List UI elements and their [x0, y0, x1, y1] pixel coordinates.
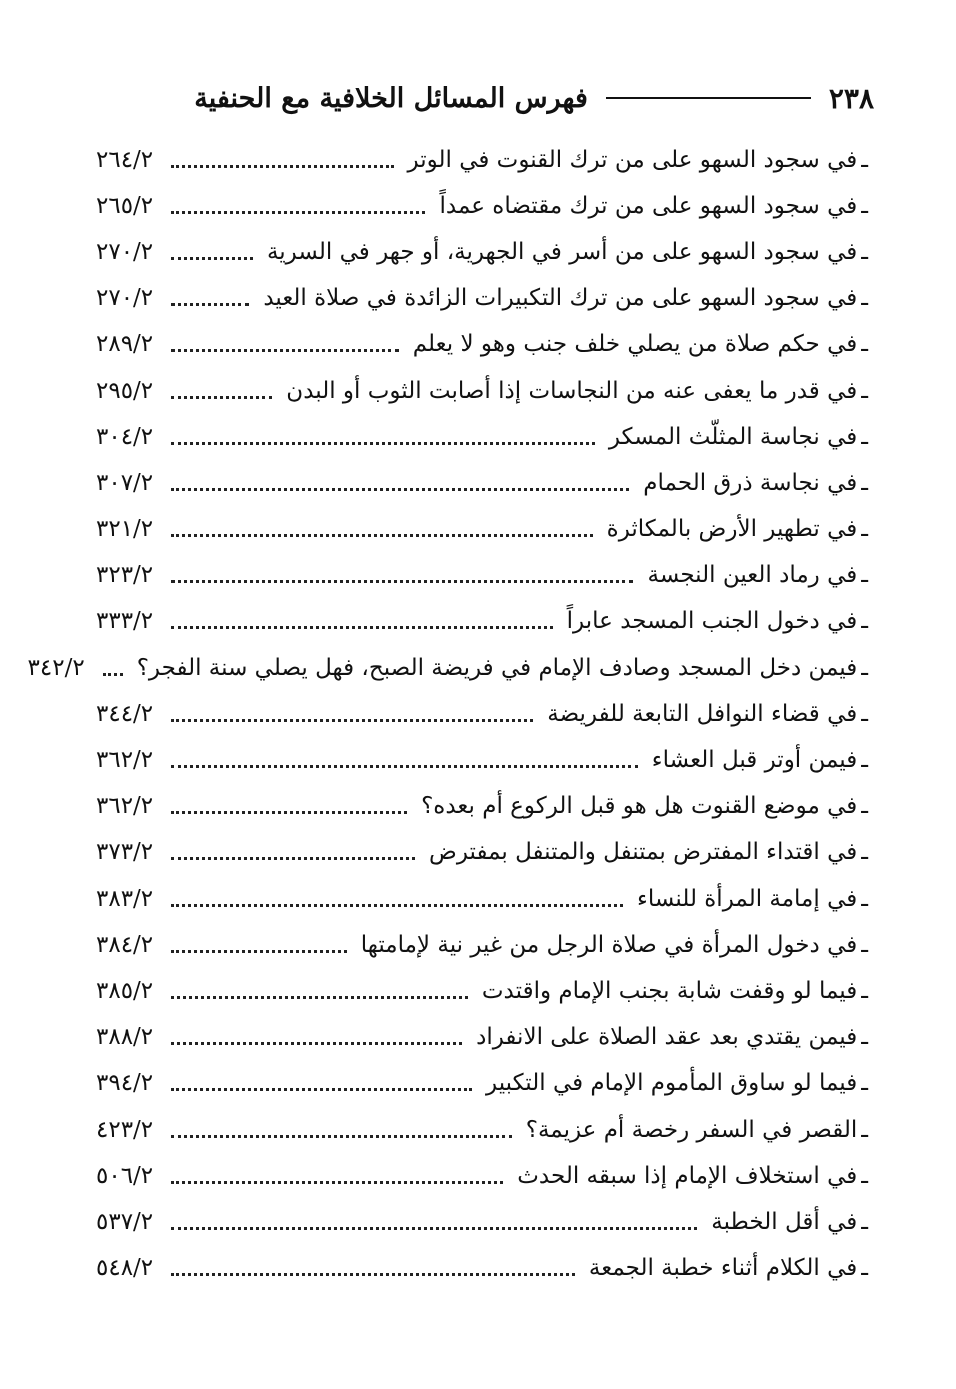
entry-dash: ـ [861, 516, 868, 543]
entry-dash: ـ [861, 331, 868, 358]
dot-leader [171, 1181, 503, 1184]
entry-reference: ٣٩٤/٢ [96, 1070, 154, 1097]
entry-dash: ـ [861, 885, 868, 912]
index-entry [96, 368, 868, 414]
entry-reference: ٣٣٣/٢ [96, 608, 154, 635]
entry-title: فيما لو وقفت شابة بجنب الإمام واقتدت [481, 977, 858, 1004]
entry-dash: ـ [861, 238, 868, 265]
index-entry [96, 922, 868, 968]
index-entry [96, 1061, 868, 1107]
dot-leader [171, 950, 347, 953]
entry-title: في حكم صلاة من يصلي خلف جنب وهو لا يعلم [412, 331, 858, 358]
index-entry [96, 183, 868, 229]
index-entry [96, 414, 868, 460]
entry-dash: ـ [861, 192, 868, 219]
entry-title: في دخول الجنب المسجد عابراً [566, 608, 858, 635]
entry-reference: ٣٨٣/٢ [96, 885, 154, 912]
entry-title: في نجاسة المثلّث المسكر [608, 423, 858, 450]
entry-title: في سجود السهو على من ترك التكبيرات الزائدة في صلاة العيد [263, 285, 858, 312]
entry-dash: ـ [861, 469, 868, 496]
entry-dash: ـ [861, 377, 868, 404]
entry-dash: ـ [861, 285, 868, 312]
entry-reference: ٢٨٩/٢ [96, 331, 154, 358]
index-entry [96, 1246, 868, 1292]
index-entry [96, 1015, 868, 1061]
dot-leader [171, 396, 272, 399]
entry-reference: ٥٣٧/٢ [96, 1208, 154, 1235]
entry-reference: ٣٦٢/٢ [96, 793, 154, 820]
dot-leader [171, 534, 592, 537]
dot-leader [171, 626, 553, 629]
entry-reference: ٢٧٠/٢ [96, 285, 154, 312]
index-entry [96, 830, 868, 876]
entry-dash: ـ [861, 608, 868, 635]
entry-reference: ٥٠٦/٢ [96, 1162, 154, 1189]
entry-reference: ٥٤٨/٢ [96, 1255, 154, 1282]
entry-reference: ٢٧٠/٢ [96, 238, 154, 265]
entry-dash: ـ [861, 423, 868, 450]
dot-leader [171, 1088, 472, 1091]
entry-dash: ـ [861, 931, 868, 958]
index-entry [96, 1153, 868, 1199]
entry-title: في أقل الخطبة [711, 1208, 858, 1235]
entry-dash: ـ [861, 146, 868, 173]
page-number: ٢٣٨ [828, 81, 874, 115]
entry-reference: ٣٨٥/٢ [96, 977, 154, 1004]
index-list [27, 137, 868, 1292]
dot-leader [171, 765, 638, 768]
index-entry [96, 229, 868, 275]
index-entry [96, 276, 868, 322]
entry-dash: ـ [861, 1070, 868, 1097]
index-entry [96, 137, 868, 183]
index-entry [96, 691, 868, 737]
entry-reference: ٢٦٤/٢ [96, 146, 154, 173]
entry-reference: ٢٦٥/٢ [96, 192, 154, 219]
dot-leader [171, 1273, 575, 1276]
entry-title: في سجود السهو على من ترك القنوت في الوتر [407, 146, 858, 173]
entry-dash: ـ [861, 1162, 868, 1189]
entry-title: في سجود السهو على من أسر في الجهرية، أو جهر في السرية [266, 238, 858, 265]
index-entry [96, 737, 868, 783]
entry-title: في رماد العين النجسة [647, 562, 858, 589]
dot-leader [171, 349, 399, 352]
entry-title: في اقتداء المفترض بمتنفل والمتنفل بمفترض [429, 839, 858, 866]
entry-dash: ـ [861, 793, 868, 820]
entry-reference: ٢٩٥/٢ [96, 377, 154, 404]
index-entry [96, 1199, 868, 1245]
entry-title: في دخول المرأة في صلاة الرجل من غير نية لإمامتها [360, 931, 858, 958]
dot-leader [171, 719, 533, 722]
entry-title: في إمامة المرأة للنساء [637, 885, 858, 912]
entry-title: في نجاسة ذرق الحمام [643, 469, 858, 496]
entry-title: في الكلام أثناء خطبة الجمعة [588, 1255, 858, 1282]
header-rule [606, 97, 811, 99]
index-entry [27, 645, 868, 691]
entry-title: في موضع القنوت هل هو قبل الركوع أم بعده؟ [421, 793, 858, 820]
entry-reference: ٣٦٢/٢ [96, 747, 154, 774]
entry-dash: ـ [861, 1255, 868, 1282]
dot-leader [171, 211, 425, 214]
entry-dash: ـ [861, 977, 868, 1004]
index-entry [96, 968, 868, 1014]
entry-title: في استخلاف الإمام إذا سبقه الحدث [517, 1162, 858, 1189]
entry-reference: ٣٤٤/٢ [96, 700, 154, 727]
dot-leader [171, 904, 623, 907]
dot-leader [171, 257, 253, 260]
dot-leader [171, 1135, 512, 1138]
entry-dash: ـ [861, 747, 868, 774]
dot-leader [171, 165, 393, 168]
entry-title: في سجود السهو على من ترك مقتضاه عمداً [439, 192, 858, 219]
entry-title: في قدر ما يعفى عنه من النجاسات إذا أصابت الثوب أو البدن [286, 377, 858, 404]
entry-reference: ٣٢١/٢ [96, 516, 154, 543]
entry-title: فيمن دخل المسجد وصادف الإمام في فريضة الصبح، فهل يصلي سنة الفجر؟ [136, 654, 858, 681]
entry-title: في تطهير الأرض بالمكاثرة [606, 516, 858, 543]
entry-reference: ٣٠٤/٢ [96, 423, 154, 450]
entry-reference: ٣٠٧/٢ [96, 469, 154, 496]
entry-dash: ـ [861, 1024, 868, 1051]
entry-reference: ٣٧٣/٢ [96, 839, 154, 866]
entry-dash: ـ [861, 839, 868, 866]
dot-leader [103, 673, 123, 676]
dot-leader [171, 442, 595, 445]
entry-dash: ـ [861, 700, 868, 727]
dot-leader [171, 857, 415, 860]
index-entry [96, 322, 868, 368]
index-entry [96, 1107, 868, 1153]
running-title: فهرس المسائل الخلافية مع الحنفية [194, 82, 588, 114]
entry-title: فيمن أوتر قبل العشاء [651, 747, 858, 774]
index-entry [96, 553, 868, 599]
entry-title: فيمن يقتدي بعد عقد الصلاة على الانفراد [476, 1024, 858, 1051]
dot-leader [171, 996, 468, 999]
dot-leader [171, 811, 407, 814]
index-entry [96, 599, 868, 645]
entry-title: في قضاء النوافل التابعة للفريضة [547, 700, 858, 727]
entry-reference: ٣٤٢/٢ [27, 654, 85, 681]
entry-reference: ٣٨٤/٢ [96, 931, 154, 958]
entry-title: فيما لو ساوق المأموم الإمام في التكبير [486, 1070, 858, 1097]
entry-dash: ـ [861, 562, 868, 589]
entry-dash: ـ [861, 654, 868, 681]
page-header [58, 78, 874, 118]
dot-leader [171, 580, 633, 583]
index-entry [96, 876, 868, 922]
entry-title: القصر في السفر رخصة أم عزيمة؟ [525, 1116, 858, 1143]
entry-reference: ٣٢٣/٢ [96, 562, 154, 589]
dot-leader [171, 1042, 462, 1045]
entry-dash: ـ [861, 1116, 868, 1143]
dot-leader [171, 303, 249, 306]
entry-reference: ٣٨٨/٢ [96, 1024, 154, 1051]
dot-leader [171, 488, 629, 491]
dot-leader [171, 1227, 697, 1230]
entry-dash: ـ [861, 1208, 868, 1235]
index-entry [96, 784, 868, 830]
index-entry [96, 507, 868, 553]
entry-reference: ٤٢٣/٢ [96, 1116, 154, 1143]
index-entry [96, 460, 868, 506]
